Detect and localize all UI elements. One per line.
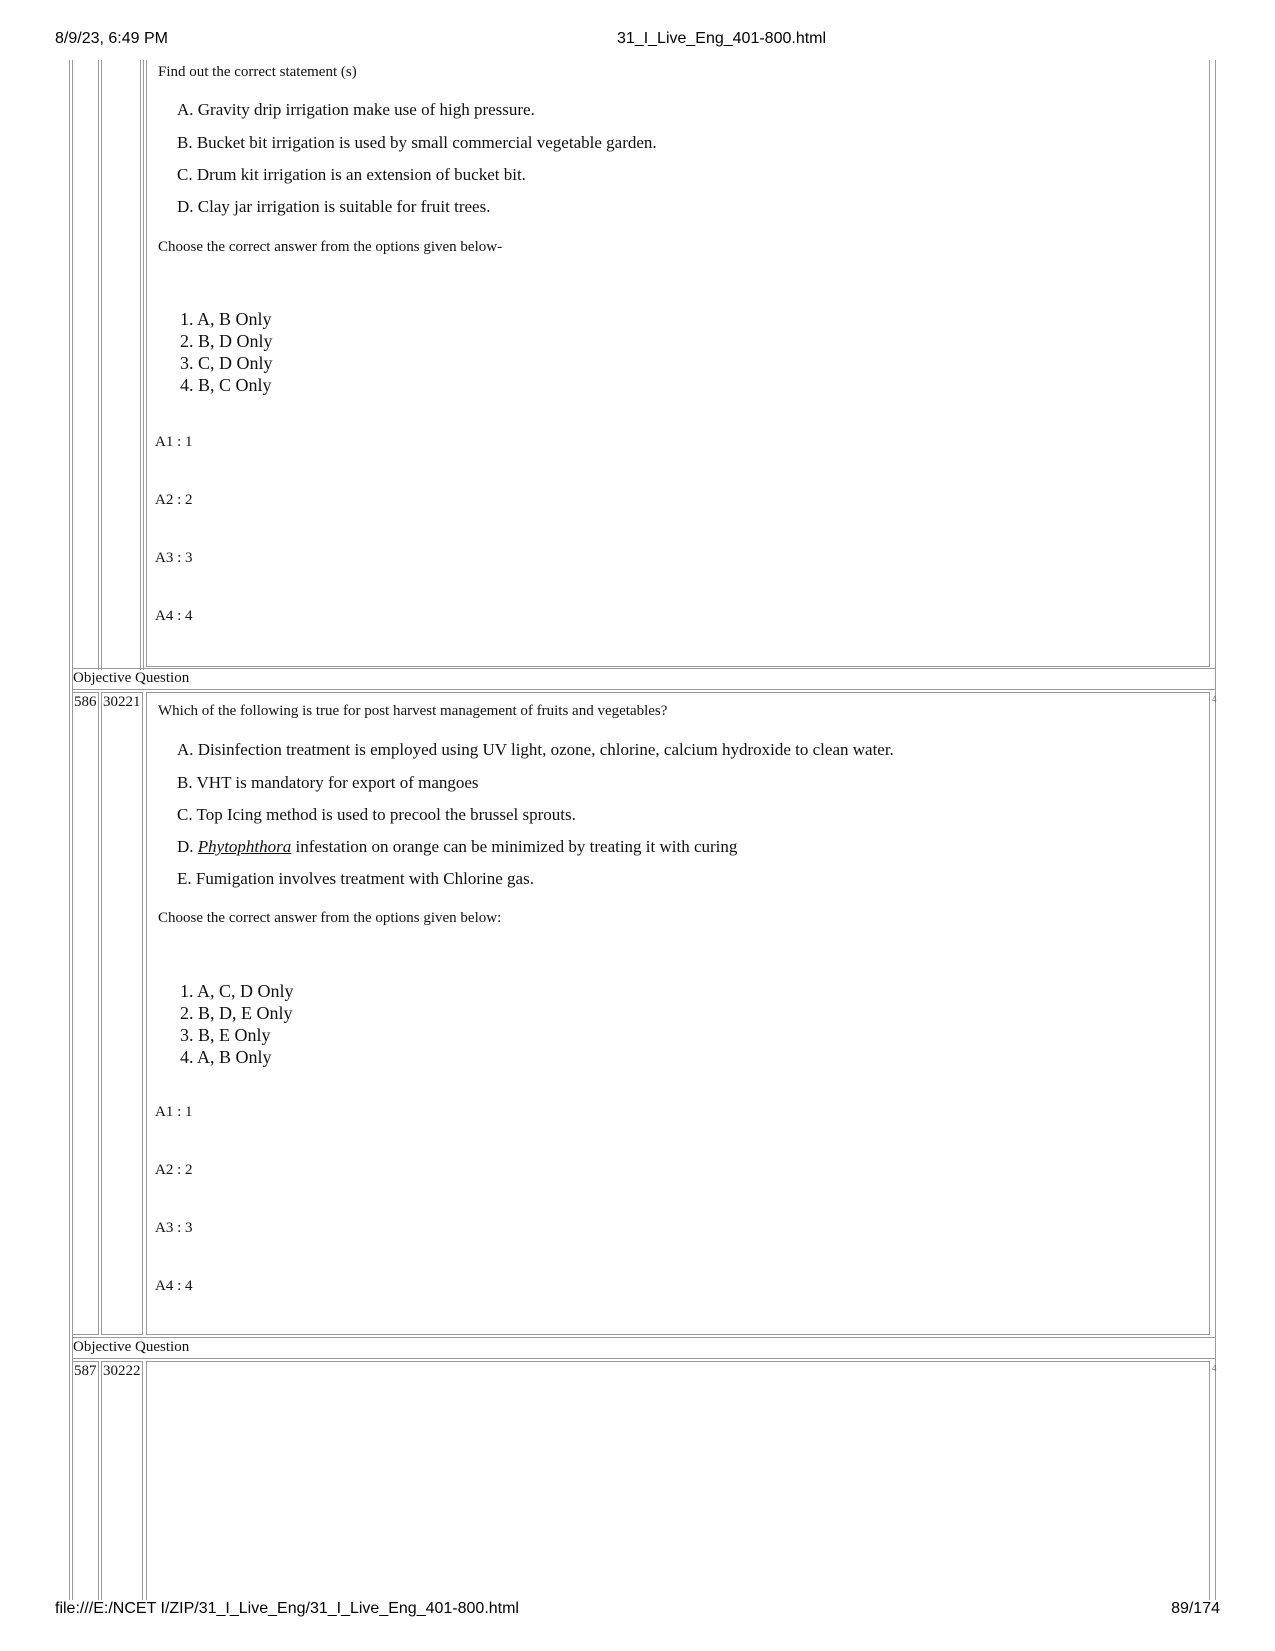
question-stem: Which of the following is true for post harvest management of fruits and vegetables? [158,703,668,719]
row-divider [72,689,1215,690]
answer-key: A4 : 4 [155,608,193,624]
column-divider [98,60,99,670]
row-divider [72,1337,1215,1338]
print-file-path: file:///E:/NCET I/ZIP/31_I_Live_Eng/31_I_Live_Eng_401-800.html [55,1600,519,1617]
statement: C. Top Icing method is used to precool the brussel sprouts. [177,805,576,824]
answer-key: A2 : 2 [155,492,193,508]
statement: C. Drum kit irrigation is an extension of bucket bit. [177,165,526,184]
statement: D. Clay jar irrigation is suitable for fruit trees. [177,197,491,216]
serial-cell [72,692,99,1335]
option: 2. B, D Only [180,331,273,351]
question-serial: 587 [74,1363,97,1379]
scroll-mark: 4 [1212,1363,1217,1373]
row-divider [72,668,1215,669]
italic-term: Phytophthora [197,837,292,856]
option: 4. B, C Only [180,375,272,395]
statement-rest: infestation on orange can be minimized by treating it with curing [291,837,738,856]
serial-cell [72,1361,99,1600]
column-divider [101,60,102,670]
option: 1. A, B Only [180,309,272,329]
question-type-label: Objective Question [73,1339,190,1355]
column-divider [143,60,144,670]
option: 1. A, C, D Only [180,981,294,1001]
answer-key: A3 : 3 [155,1220,193,1236]
instruction: Choose the correct answer from the options given below- [158,239,503,255]
id-cell [101,1361,143,1600]
page-number: 89/174 [1171,1600,1220,1617]
statement: B. Bucket bit irrigation is used by small commercial vegetable garden. [177,133,657,152]
answer-key: A1 : 1 [155,1104,193,1120]
question-id: 30221 [103,694,141,710]
question-id: 30222 [103,1363,141,1379]
scroll-mark: 4 [1212,694,1217,704]
instruction: Choose the correct answer from the options given below: [158,910,502,926]
print-datetime: 8/9/23, 6:49 PM [55,30,168,47]
table-border-left [69,60,70,1600]
option: 3. B, E Only [180,1025,271,1045]
statement [177,837,737,857]
statement-prefix: D. [177,837,198,856]
column-divider [140,60,141,670]
statement: A. Disinfection treatment is employed using UV light, ozone, chlorine, calcium hydroxide to clean water. [177,740,894,759]
statement: A. Gravity drip irrigation make use of high pressure. [177,100,535,119]
option: 3. C, D Only [180,353,273,373]
answer-key: A1 : 1 [155,434,193,450]
answer-key: A3 : 3 [155,550,193,566]
question-type-label: Objective Question [73,670,190,686]
statement: B. VHT is mandatory for export of mangoes [177,773,479,792]
question-stem: Find out the correct statement (s) [158,64,357,80]
id-cell [101,692,143,1335]
statement: E. Fumigation involves treatment with Chlorine gas. [177,869,534,888]
question-serial: 586 [74,694,97,710]
row-divider [72,1358,1215,1359]
answer-key: A2 : 2 [155,1162,193,1178]
option: 4. A, B Only [180,1047,272,1067]
answer-key: A4 : 4 [155,1278,193,1294]
question-content-box [146,1361,1210,1600]
print-filename: 31_I_Live_Eng_401-800.html [617,30,827,47]
option: 2. B, D, E Only [180,1003,293,1023]
